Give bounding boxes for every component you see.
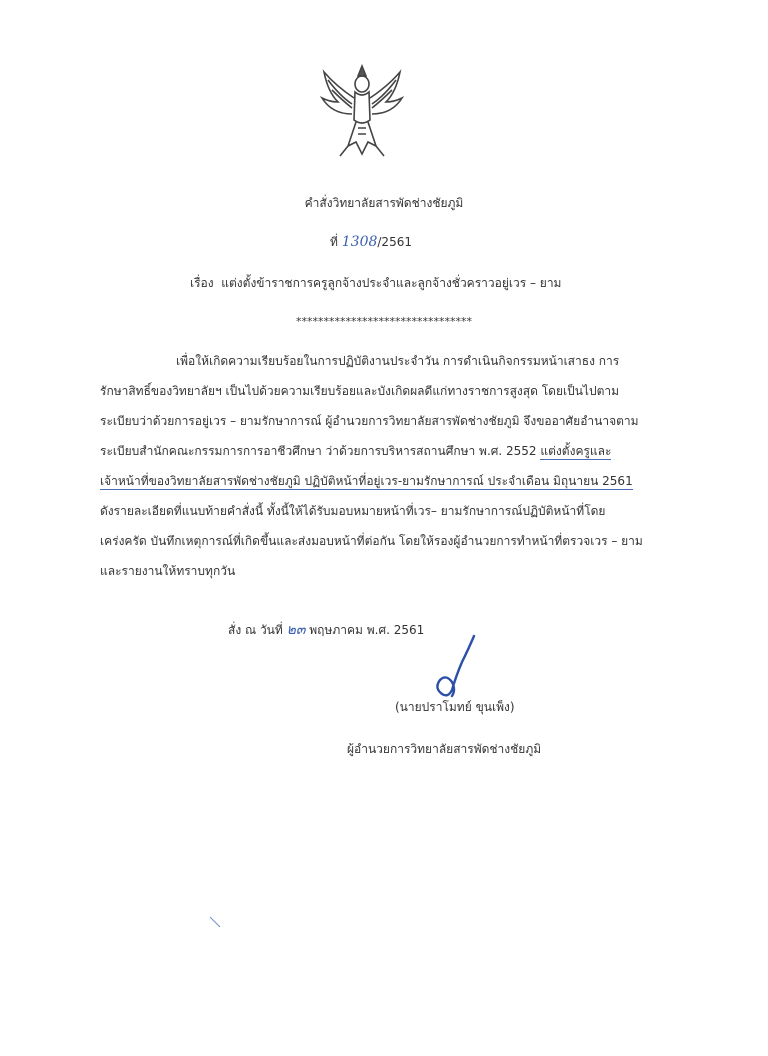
body-line [100,466,660,496]
separator-line: ******************************** [296,315,472,328]
signer-name: (นายปราโมทย์ ขุนเพ็ง) [395,700,515,714]
date-suffix: พฤษภาคม พ.ศ. 2561 [309,623,425,637]
order-number-handwritten: 1308 [341,234,378,250]
date-prefix: สั่ง ณ วันที่ [228,623,283,637]
order-title: คำสั่งวิทยาลัยสารพัดช่างชัยภูมิ [304,196,464,210]
garuda-emblem-icon [318,62,406,162]
underlined-text: แต่งตั้งครูและ [540,444,612,458]
body-line [100,436,660,466]
order-body [100,346,660,586]
body-line: เพื่อให้เกิดความเรียบร้อยในการปฏิบัติงานประจำวัน การดำเนินกิจกรรมหน้าเสาธง การ [176,354,620,368]
subject-text: แต่งตั้งข้าราชการครูลูกจ้างประจำและลูกจ้างชั่วคราวอยู่เวร – ยาม [221,276,562,290]
body-line: ระเบียบว่าด้วยการอยู่เวร – ยามรักษาการณ์ ผู้อำนวยการวิทยาลัยสารพัดช่างชัยภูมิ จึงขออาศัยอำนาจตาม [100,414,639,428]
date-day-handwritten: ๒๓ [286,622,306,638]
order-subject [190,274,561,293]
body-line: เคร่งครัด บันทึกเหตุการณ์ที่เกิดขึ้นและส่งมอบหน้าที่ต่อกัน โดยให้รองผู้อำนวยการทำหน้าที่ตรวจเวร – ยาม [100,534,643,548]
signature-icon [422,632,482,700]
subject-label: เรื่อง [190,276,214,290]
order-number-suffix: /2561 [377,235,412,249]
scan-mark [208,915,222,929]
order-number [330,233,412,252]
body-line: รักษาสิทธิ์ของวิทยาลัยฯ เป็นไปด้วยความเรียบร้อยและบังเกิดผลดีแก่ทางราชการสูงสุด โดยเป็นไปตาม [100,384,620,398]
signer-position: ผู้อำนวยการวิทยาลัยสารพัดช่างชัยภูมิ [347,742,542,756]
underlined-text: เจ้าหน้าที่ของวิทยาลัยสารพัดช่างชัยภูมิ ปฏิบัติหน้าที่อยู่เวร-ยามรักษาการณ์ ประจำเดือน มิถุนายน 2561 [100,474,633,488]
order-number-prefix: ที่ [330,235,338,249]
body-line-text: ระเบียบสำนักคณะกรรมการการอาชีวศึกษา ว่าด้วยการบริหารสถานศึกษา พ.ศ. 2552 [100,444,537,458]
body-line: ดังรายละเอียดที่แนบท้ายคำสั่งนี้ ทั้งนี้ให้ได้รับมอบหมายหน้าที่เวร– ยามรักษาการณ์ปฏิบัติหน้าที่โดย [100,504,606,518]
body-line: และรายงานให้ทราบทุกวัน [100,564,236,578]
order-date [228,619,424,641]
